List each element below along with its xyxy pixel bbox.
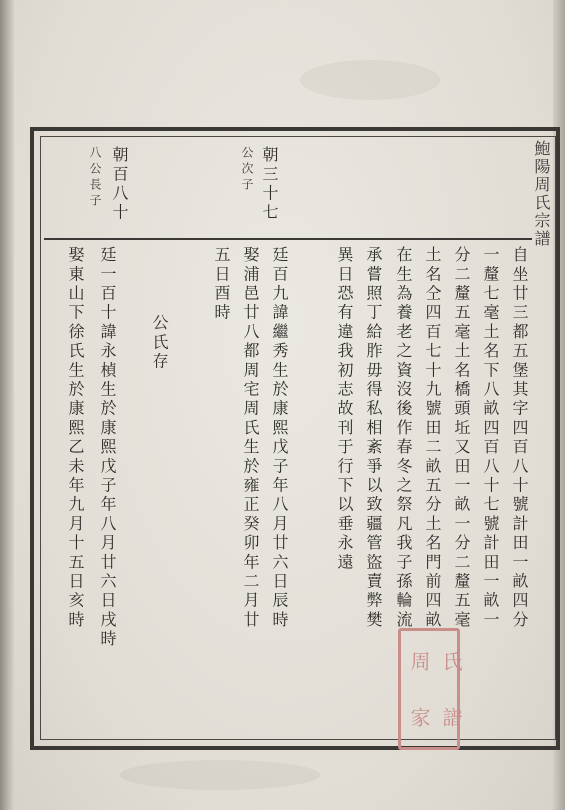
text-column-1: 自坐廿三都五堡其字四百八十號計田一畝四分 [510, 246, 529, 630]
text-column-7: 異日恐有違我初志故刊于行下以垂永遠 [335, 246, 354, 573]
book-title: 鮑陽周氏宗譜 [532, 140, 551, 248]
text-column-8: 廷百九諱繼秀生於康熙戊子年八月廿六日辰時 [270, 246, 289, 630]
seal-char: 周 [407, 651, 431, 672]
seal-char: 家 [407, 706, 431, 727]
text-column-3: 分二釐五毫土名橋頭坵又田一畝一分二釐五毫 [452, 246, 471, 630]
paper-stain [120, 760, 320, 790]
header-rule [44, 238, 532, 240]
text-column-6: 承嘗照丁給胙毋得私相紊爭以致疆管盜賣弊樊 [364, 246, 383, 630]
text-column-9: 娶浦邑廿八都周宅周氏生於雍正癸卯年二月廿 [241, 246, 260, 630]
red-seal-stamp [398, 628, 463, 750]
text-column-5: 在生為養老之資沒後作春冬之祭凡我子孫輪流 [394, 246, 413, 630]
text-column-13: 娶東山下徐氏生於康熙乙未年九月十五日亥時 [66, 246, 85, 630]
gen-note-180: 八公長子 [88, 146, 102, 210]
seal-char: 氏 [439, 651, 463, 672]
text-column-12: 廷一百十諱永楨生於康熙戊子年八月廿六日戌時 [98, 246, 117, 650]
seal-char: 譜 [439, 706, 463, 727]
text-column-4: 土名仝四百七十九號田二畝五分土名門前四畝 [423, 246, 442, 630]
gen-note-177: 公次子 [240, 146, 254, 194]
text-column-11: 公氏存 [150, 314, 169, 372]
text-column-2: 一釐七毫土名下八畝四百八十七號計田一畝一 [481, 246, 500, 630]
book-spine-left [0, 0, 14, 810]
text-column-10: 五日酉時 [212, 246, 231, 323]
gen-label-177: 朝三十七 [260, 146, 279, 223]
paper-stain [300, 60, 440, 100]
gen-label-180: 朝百八十 [110, 146, 129, 223]
